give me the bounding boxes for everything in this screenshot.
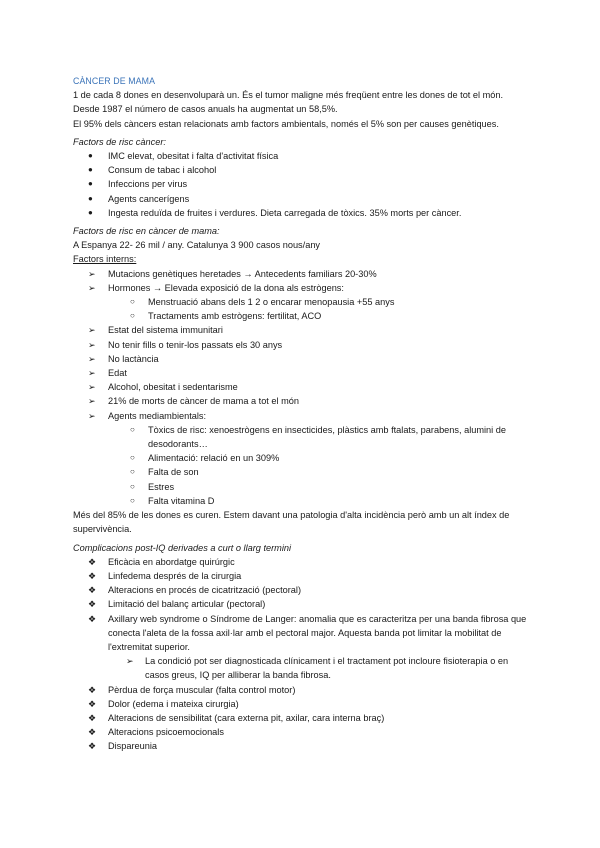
document-page bbox=[73, 74, 533, 754]
risk-cancer-heading: Factors de risc càncer: bbox=[73, 136, 166, 147]
list-item: ➢ Estat del sistema immunitari bbox=[73, 323, 533, 337]
list-item: ○ Falta vitamina D bbox=[73, 494, 533, 508]
list-item: ➢ No tenir fills o tenir-los passats els 30 anys bbox=[73, 338, 533, 352]
circle-bullet-icon: ○ bbox=[130, 424, 135, 434]
diamond-bullet-icon: ❖ bbox=[88, 727, 97, 738]
diamond-bullet-icon: ❖ bbox=[88, 599, 97, 610]
list-item: ➢ Mutacions genètiques heretades → Antecedents familiars 20-30% bbox=[73, 267, 533, 281]
bullet-icon: ● bbox=[88, 179, 93, 189]
list-item: ● Ingesta reduïda de fruites i verdures. Dieta carregada de tòxics. 35% morts per càncer. bbox=[73, 206, 533, 220]
list-item: ● IMC elevat, obesitat i falta d'activitat física bbox=[73, 149, 533, 163]
hormone-sublist bbox=[73, 295, 533, 323]
bullet-icon: ● bbox=[88, 193, 93, 203]
circle-bullet-icon: ○ bbox=[130, 495, 135, 505]
circle-bullet-icon: ○ bbox=[130, 311, 135, 321]
circle-bullet-icon: ○ bbox=[130, 467, 135, 477]
list-item: ❖ Limitació del balanç articular (pectoral) bbox=[73, 597, 533, 611]
arrow-bullet-icon: ➢ bbox=[88, 339, 96, 350]
arrow-bullet-icon: ➢ bbox=[88, 282, 96, 293]
diamond-bullet-icon: ❖ bbox=[88, 712, 97, 723]
complications-list-cont bbox=[73, 683, 533, 754]
list-item: ○ Alimentació: relació en un 309% bbox=[73, 451, 533, 465]
list-item: ● Consum de tabac i alcohol bbox=[73, 163, 533, 177]
list-item: ❖ Dolor (edema i mateixa cirurgia) bbox=[73, 697, 533, 711]
list-item: ● Infeccions per virus bbox=[73, 177, 533, 191]
list-item: ○ Tractaments amb estrògens: fertilitat, ACO bbox=[73, 309, 533, 323]
list-item: ○ Menstruació abans dels 1 2 o encarar menopausia +55 anys bbox=[73, 295, 533, 309]
arrow-bullet-icon: ➢ bbox=[88, 396, 96, 407]
intro-line-1: 1 de cada 8 dones en desenvoluparà un. És el tumor maligne més freqüent entre les dones de tot el món. bbox=[73, 90, 504, 101]
diamond-bullet-icon: ❖ bbox=[88, 556, 97, 567]
list-item: ➢ Alcohol, obesitat i sedentarisme bbox=[73, 380, 533, 394]
list-item: ➢ 21% de morts de càncer de mama a tot el món bbox=[73, 394, 533, 408]
arrow-bullet-icon: ➢ bbox=[88, 410, 96, 421]
bullet-icon: ● bbox=[88, 151, 93, 161]
circle-bullet-icon: ○ bbox=[130, 297, 135, 307]
list-item: ➢ La condició pot ser diagnosticada clínicament i el tractament pot incloure fisioterapia o en casos greus, IQ per alliberar la banda fibrosa. bbox=[126, 656, 509, 681]
list-item: ❖ Pèrdua de força muscular (falta control motor) bbox=[73, 683, 533, 697]
list-item: ❖ Dispareunia bbox=[73, 739, 533, 753]
intern-factors-list-cont bbox=[73, 323, 533, 422]
risk-cancer-list bbox=[73, 149, 533, 220]
arrow-bullet-icon: ➢ bbox=[88, 325, 96, 336]
intern-factors-label: Factors interns: bbox=[73, 254, 137, 265]
list-item: ○ Tòxics de risc: xenoestrògens en insecticides, plàstics amb ftalats, parabens, alumini de desodorants… bbox=[130, 424, 506, 450]
risk-breast-heading: Factors de risc en càncer de mama: bbox=[73, 226, 220, 237]
intern-factors-list bbox=[73, 267, 533, 295]
axillary-sublist bbox=[73, 654, 533, 682]
list-item: ● Agents cancerígens bbox=[73, 192, 533, 206]
list-item: ➢ Hormones → Elevada exposició de la dona als estrògens: bbox=[73, 281, 533, 295]
diamond-bullet-icon: ❖ bbox=[88, 684, 97, 695]
risk-breast-closing: Més del 85% de les dones es curen. Estem davant una patologia d'alta incidència però amb un alt índex de supervivència. bbox=[73, 510, 510, 535]
list-item: ➢ No lactància bbox=[73, 352, 533, 366]
arrow-bullet-icon: ➢ bbox=[88, 268, 96, 279]
bullet-icon: ● bbox=[88, 207, 93, 217]
risk-breast-stats: A Espanya 22- 26 mil / any. Catalunya 3 900 casos nous/any bbox=[73, 240, 321, 251]
diamond-bullet-icon: ❖ bbox=[88, 698, 97, 709]
list-item: ❖ Axillary web syndrome o Síndrome de Langer: anomalia que es caracteritza per una banda fibrosa que conecta l'aleta de la fossa axil·lar amb el pectoral major. Aquesta banda pot limitar la mobilitat de l'extremitat superior. bbox=[88, 613, 527, 652]
arrow-bullet-icon: ➢ bbox=[88, 353, 96, 364]
document-title: CÀNCER DE MAMA bbox=[73, 76, 156, 86]
arrow-bullet-icon: ➢ bbox=[126, 656, 134, 667]
bullet-icon: ● bbox=[88, 165, 93, 175]
intro-line-3: El 95% dels càncers estan relacionats amb factors ambientals, només el 5% son per causes genètiques. bbox=[73, 118, 499, 129]
arrow-bullet-icon: ➢ bbox=[88, 382, 96, 393]
circle-bullet-icon: ○ bbox=[130, 453, 135, 463]
list-item: ❖ Alteracions psicoemocionals bbox=[73, 725, 533, 739]
list-item: ❖ Linfedema després de la cirurgia bbox=[73, 569, 533, 583]
arrow-bullet-icon: ➢ bbox=[88, 368, 96, 379]
diamond-bullet-icon: ❖ bbox=[88, 741, 97, 752]
list-item: ○ Falta de son bbox=[73, 465, 533, 479]
circle-bullet-icon: ○ bbox=[130, 481, 135, 491]
list-item: ➢ Edat bbox=[73, 366, 533, 380]
diamond-bullet-icon: ❖ bbox=[88, 570, 97, 581]
agents-sublist bbox=[73, 423, 533, 508]
list-item: ○ Estres bbox=[73, 480, 533, 494]
complications-list bbox=[73, 555, 533, 654]
list-item: ❖ Alteracions de sensibilitat (cara externa pit, axilar, cara interna braç) bbox=[73, 711, 533, 725]
complications-heading: Complicacions post-IQ derivades a curt o llarg termini bbox=[73, 542, 292, 553]
diamond-bullet-icon: ❖ bbox=[88, 613, 97, 624]
list-item: ➢ Agents mediambientals: bbox=[73, 409, 533, 423]
intro-line-2: Desde 1987 el número de casos anuals ha augmentat un 58,5%. bbox=[73, 104, 338, 115]
list-item: ❖ Eficàcia en abordatge quirúrgic bbox=[73, 555, 533, 569]
diamond-bullet-icon: ❖ bbox=[88, 585, 97, 596]
list-item: ❖ Alteracions en procés de cicatrització (pectoral) bbox=[73, 583, 533, 597]
